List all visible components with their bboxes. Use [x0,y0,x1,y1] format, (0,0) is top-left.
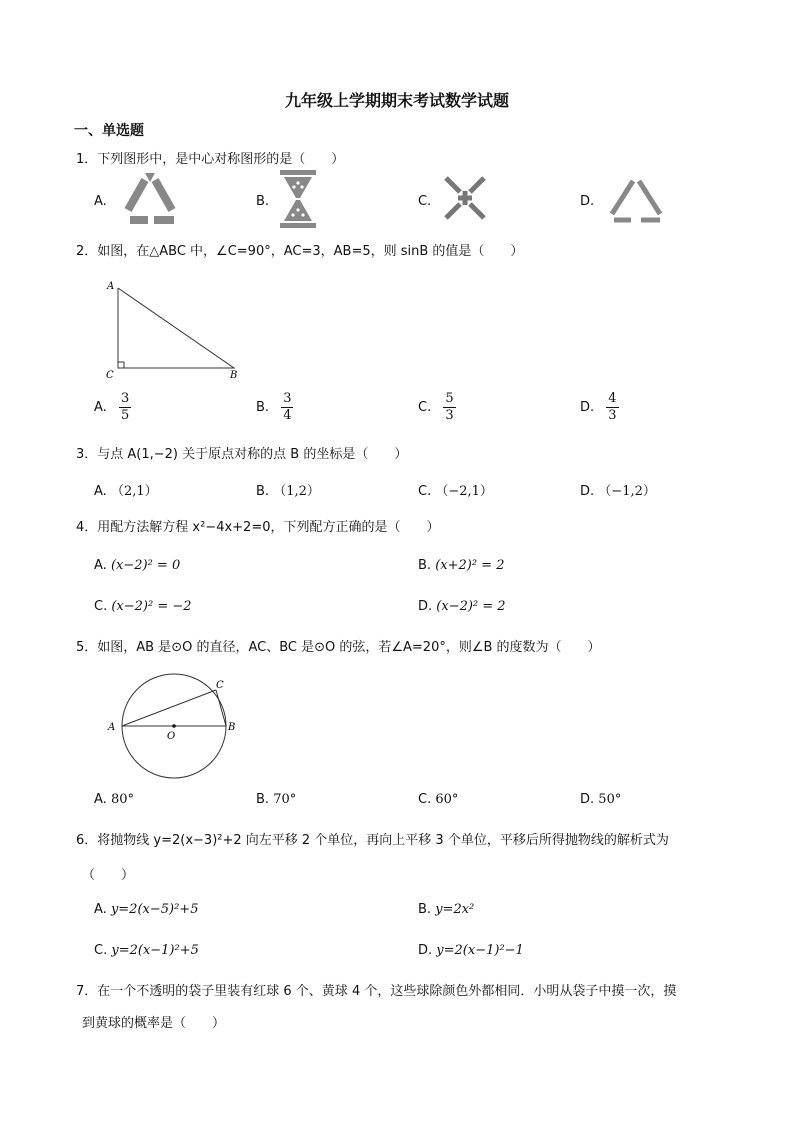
label-o: O [167,731,176,742]
crossed-arrows-icon [440,172,490,224]
q4-option-a: A. (x−2)² = 0 [94,558,181,573]
question-2-text: 2．如图，在△ABC 中，∠C=90°，AC=3，AB=5，则 sinB 的值是（ ） [76,244,524,259]
q3-option-a: A. （2,1） [94,484,158,499]
outline-triangle-icon [604,176,668,226]
question-3-text: 3．与点 A(1,−2) 关于原点对称的点 B 的坐标是（ ） [76,447,408,462]
q6-option-b: B. y=2x² [418,902,475,917]
question-1-text: 1．下列图形中，是中心对称图形的是（ ） [76,152,345,167]
q1-option-c-label: C. [418,194,432,209]
q4-option-b: B. (x+2)² = 2 [418,558,505,573]
question-7-text: 7．在一个不透明的袋子里装有红球 6 个、黄球 4 个，这些球除颜色外都相同．小明从袋子中摸一次，摸 [76,984,677,999]
q3-option-b: B. （1,2） [256,484,320,499]
vertex-label-a: A [107,281,115,292]
circle-figure [104,668,244,780]
q5-option-a: A. 80° [94,792,134,807]
q3-option-c: C. （−2,1） [418,484,493,499]
question-6-text: 6．将抛物线 y=2(x−3)²+2 向左平移 2 个单位，再向上平移 3 个单位，平移后所得抛物线的解析式为 [76,833,669,848]
section-heading: 一、单选题 [74,123,144,139]
page-title: 九年级上学期期末考试数学试题 [284,91,509,110]
q2-option-a: A. $\frac{3}{5}$ [94,391,130,423]
q1-option-d-label: D. [580,194,595,209]
right-triangle-figure [104,278,244,384]
q6-option-d: D. y=2(x−1)²−1 [418,943,524,958]
vertex-label-b: B [230,370,238,381]
q4-option-c: C. (x−2)² = −2 [94,599,192,614]
recycle-triangle-icon [118,170,184,226]
vertex-label-c: C [106,370,114,381]
label-b: B [228,722,236,733]
question-4-text: 4．用配方法解方程 x²−4x+2=0，下列配方正确的是（ ） [76,520,440,535]
question-5-text: 5．如图，AB 是⊙O 的直径，AC、BC 是⊙O 的弦，若∠A=20°，则∠B 的度数为（ ） [76,640,601,655]
q3-option-d: D. （−1,2） [580,484,656,499]
question-6-text-cont: （ ） [82,868,135,883]
hourglass-icon [278,168,318,230]
q4-option-d: D. (x−2)² = 2 [418,599,506,614]
q1-option-b-label: B. [256,194,270,209]
question-7-text-cont: 到黄球的概率是（ ） [82,1016,226,1031]
q1-option-a-label: A. [94,194,107,209]
label-c: C [216,680,224,691]
q2-option-d: D. $\frac{4}{3}$ [580,391,617,423]
q6-option-a: A. y=2(x−5)²+5 [94,902,199,917]
q2-option-b: B. $\frac{3}{4}$ [256,391,292,423]
q6-option-c: C. y=2(x−1)²+5 [94,943,199,958]
q2-option-c: C. $\frac{5}{3}$ [418,391,454,423]
q5-option-b: B. 70° [256,792,297,807]
q5-option-c: C. 60° [418,792,459,807]
label-a: A [108,722,116,733]
q5-option-d: D. 50° [580,792,622,807]
